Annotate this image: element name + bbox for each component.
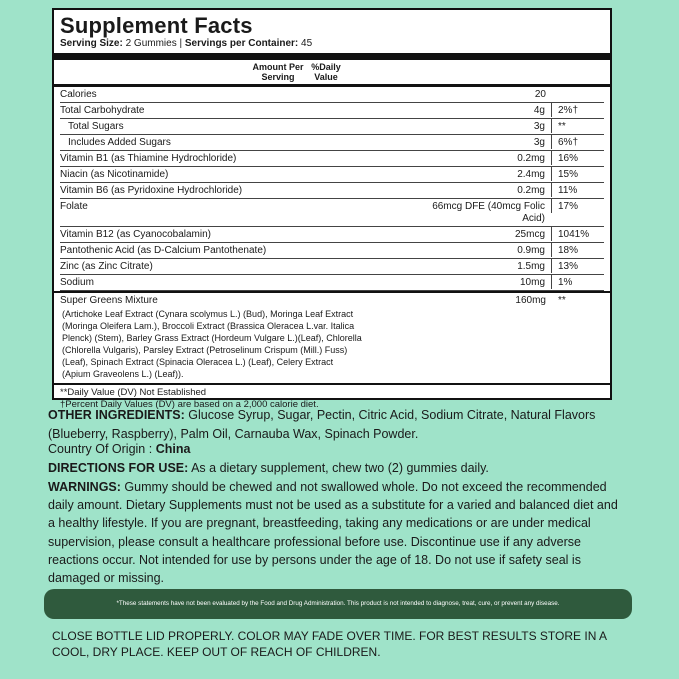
nutrient-row: Total Sugars 3g **	[60, 119, 604, 135]
nutrient-row: Vitamin B12 (as Cyanocobalamin) 25mcg 1041%	[60, 227, 604, 243]
origin-label: Country Of Origin :	[48, 442, 156, 456]
supplement-facts-panel	[52, 8, 612, 410]
nutrient-row: Vitamin B6 (as Pyridoxine Hydrochloride) 0.2mg 11%	[60, 183, 604, 199]
thick-divider	[54, 53, 610, 60]
super-greens-amount: 160mg	[515, 295, 546, 306]
origin-value: China	[155, 442, 191, 456]
nutrient-rows	[60, 87, 604, 291]
nutrient-row: Zinc (as Zinc Citrate) 1.5mg 13%	[60, 259, 604, 275]
nutrient-row: Calories 20	[60, 87, 604, 103]
directions	[48, 459, 628, 478]
nutrient-row: Niacin (as Nicotinamide) 2.4mg 15%	[60, 167, 604, 183]
nutrient-row: Vitamin B1 (as Thiamine Hydrochloride) 0.2mg 16%	[60, 151, 604, 167]
warnings-label: WARNINGS:	[48, 480, 121, 494]
warnings-text: Gummy should be chewed and not swallowed whole. Do not exceed the recommended daily amount. Dietary Supplements must not be used as a substitute for a varied and balanced diet and a healthy lifestyle. If you are pregnant, breastfeeding, taking any medications or are under medical supervision, please consult a healthcare professional before use. Discontinue use if any adverse reactions occur. Not intended for use by persons under the age of 18. Do not use if safety seal is damaged or missing.	[48, 480, 618, 586]
nutrient-row: Total Carbohydrate 4g 2%†	[60, 103, 604, 119]
servings-per-container-label: Servings per Container:	[184, 38, 299, 49]
nutrient-row: Pantothenic Acid (as D-Calcium Pantothenate) 0.9mg 18%	[60, 243, 604, 259]
servings-per-container-value: 45	[298, 38, 313, 49]
super-greens-row	[60, 293, 604, 308]
directions-text: As a dietary supplement, chew two (2) gummies daily.	[188, 461, 489, 475]
serving-info	[60, 38, 604, 50]
serving-size-value: 2 Gummies |	[122, 38, 185, 49]
fda-disclaimer-bar: *These statements have not been evaluated by the Food and Drug Administration. This product is not intended to diagnose, treat, cure, or prevent any disease.	[44, 589, 632, 619]
super-greens-name: Super Greens Mixture	[60, 295, 158, 306]
other-ingredients-text: Glucose Syrup, Sugar, Pectin, Citric Acid, Sodium Citrate, Natural Flavors (Blueberry, Raspberry), Palm Oil, Carnauba Wax, Spinach Powder.	[48, 408, 596, 441]
nutrient-row: Sodium 10mg 1%	[60, 275, 604, 291]
amount-per-serving-header: Amount Per Serving	[252, 62, 304, 82]
nutrient-row: Includes Added Sugars 3g 6%†	[60, 135, 604, 151]
other-ingredients	[48, 406, 628, 444]
storage-instructions: CLOSE BOTTLE LID PROPERLY. COLOR MAY FADE OVER TIME. FOR BEST RESULTS STORE IN A COOL, DRY PLACE. KEEP OUT OF REACH OF CHILDREN.	[52, 629, 607, 659]
daily-value-header: %Daily Value	[311, 62, 341, 82]
footnote-percent-dv: †Percent Daily Values (DV) are based on a 2,000 calorie diet.	[60, 399, 319, 410]
column-headers	[60, 60, 604, 84]
footnote-dv-not-established: **Daily Value (DV) Not Established	[60, 387, 207, 398]
warnings	[48, 478, 628, 587]
serving-size-label: Serving Size:	[60, 38, 123, 49]
other-ingredients-label: OTHER INGREDIENTS:	[48, 408, 185, 422]
directions-label: DIRECTIONS FOR USE:	[48, 461, 189, 475]
super-greens-pct: **	[558, 295, 566, 306]
country-of-origin	[48, 440, 628, 459]
nutrient-row: Folate 66mcg DFE (40mcg Folic Acid) 17%	[60, 199, 604, 227]
panel-title: Supplement Facts	[60, 13, 253, 38]
super-greens-detail: (Artichoke Leaf Extract (Cynara scolymus L.) (Bud), Moringa Leaf Extract (Moringa Oleifera Lam.), Broccoli Extract (Brassica Oleracea L.var. Italica Plenck) (Stem), Barley Grass Extract (Hordeum Vulgare L.)(Leaf), Chlorella (Chlorella Vulgaris), Parsley Extract (Petroselinum Crispum (Mill.) Fuss) (Leaf), Spinach Extract (Spinacia Oleracea L.) (Leaf), Celery Extract (Apium Graveolens L.) (Leaf)).	[62, 309, 362, 379]
